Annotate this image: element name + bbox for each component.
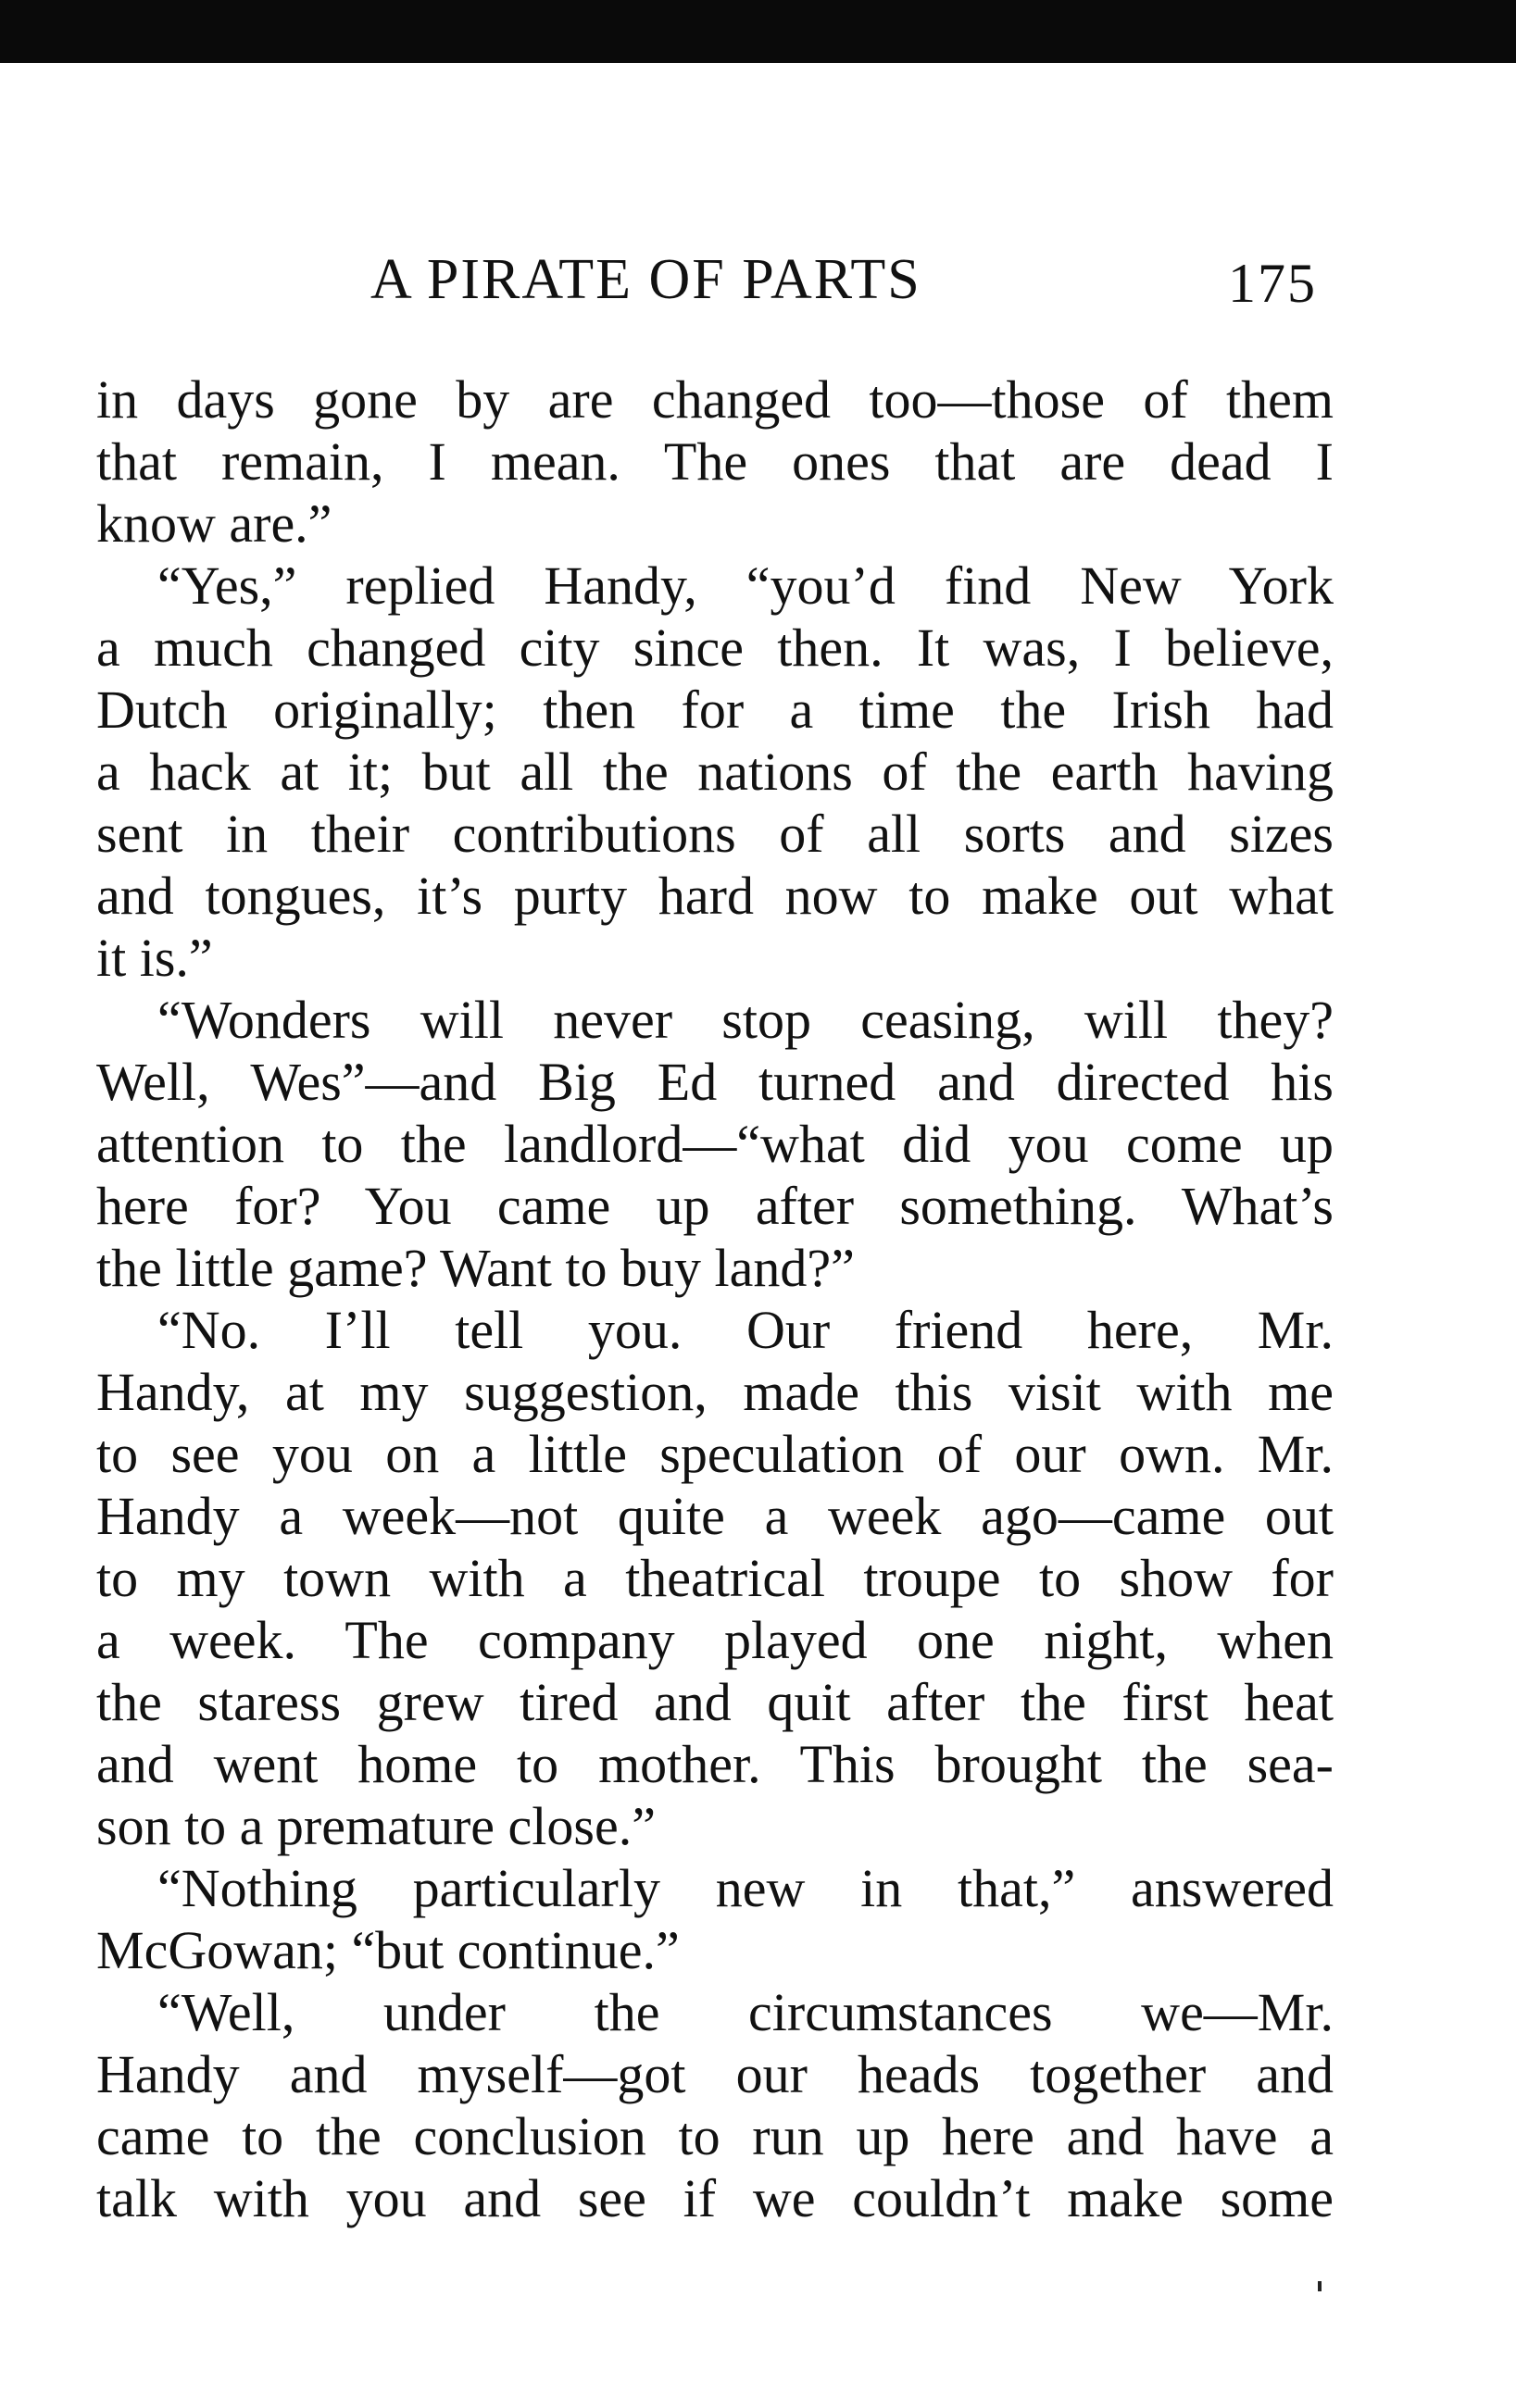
text-line: “Wonders will never stop ceasing, will they? (157, 990, 1334, 1050)
text-line: that remain, I mean. The ones that are dead I (96, 431, 1334, 492)
running-title: A PIRATE OF PARTS (370, 248, 921, 311)
text-line: came to the conclusion to run up here and have a (96, 2106, 1334, 2166)
text-line: Handy and myself—got our heads together and (96, 2044, 1334, 2104)
page-number: 175 (1228, 253, 1317, 314)
running-head (0, 243, 1516, 317)
text-line: “Well, under the circumstances we—Mr. (157, 1982, 1334, 2042)
text-line: here for? You came up after something. What’s (96, 1176, 1334, 1236)
text-line: Handy a week—not quite a week ago—came out (96, 1486, 1334, 1546)
text-line: the staress grew tired and quit after the first heat (96, 1672, 1334, 1732)
text-line: Dutch originally; then for a time the Irish had (96, 680, 1334, 740)
text-line: a much changed city since then. It was, I believe, (96, 618, 1334, 678)
text-line: Handy, at my suggestion, made this visit with me (96, 1362, 1334, 1422)
text-body (96, 368, 1334, 2229)
scan-top-border (0, 0, 1516, 63)
text-line: to see you on a little speculation of our own. Mr. (96, 1424, 1334, 1484)
text-line: and tongues, it’s purty hard now to make out what (96, 866, 1334, 926)
text-line: the little game? Want to buy land?” (96, 1238, 855, 1298)
scan-speck (1318, 2281, 1322, 2291)
text-line: “No. I’ll tell you. Our friend here, Mr. (157, 1300, 1334, 1360)
text-line: to my town with a theatrical troupe to show for (96, 1548, 1334, 1608)
text-line: Well, Wes”—and Big Ed turned and directed his (96, 1052, 1334, 1112)
text-line: “Nothing particularly new in that,” answered (157, 1858, 1334, 1918)
text-line: talk with you and see if we couldn’t make some (96, 2168, 1334, 2228)
text-line: and went home to mother. This brought the sea- (96, 1734, 1334, 1794)
text-line: son to a premature close.” (96, 1796, 656, 1856)
text-line: a hack at it; but all the nations of the earth having (96, 742, 1334, 802)
text-line: a week. The company played one night, when (96, 1610, 1334, 1670)
text-line: McGowan; “but continue.” (96, 1920, 680, 1980)
text-line: know are.” (96, 493, 332, 554)
text-line: in days gone by are changed too—those of them (96, 369, 1334, 430)
text-line: it is.” (96, 928, 213, 988)
text-line: “Yes,” replied Handy, “you’d find New York (157, 555, 1334, 616)
text-line: attention to the landlord—“what did you come up (96, 1114, 1334, 1174)
text-line: sent in their contributions of all sorts and sizes (96, 804, 1334, 864)
